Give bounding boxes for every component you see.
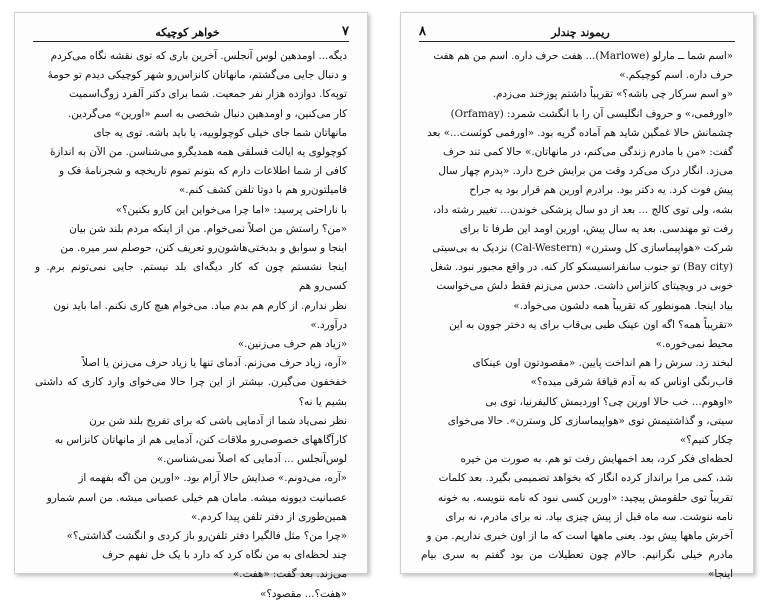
text-line: عصبانیت دیوونه میشه. مامان هم خیلی عصبانی میشه. من اسم شمارو <box>46 491 347 504</box>
text-line: نامه ننوشت. سه ماه قبل از پیش چیزی بیاد. نه برای مادرم، نه برای <box>445 510 733 523</box>
text-line: پیش فوت کرد. یه دکتر بود. برادرم اورین هم قرار بود یه جراح <box>469 184 733 197</box>
text-line: چشمانش حالا غمگین شاید هم آماده گریه بود. «اورفمی کوئست...» بعد <box>427 126 733 139</box>
text-line: «من؟ راستش من اصلاً نمی‌خوام. من از اینکه مردم بلند شن بیان <box>69 222 347 235</box>
text-line: حرف داره. اسم کوچیکم.» <box>619 69 733 82</box>
text-line: نظر نمی‌یاد شما از آدمایی باشی که برای تفریح بلند شن برن <box>89 414 347 427</box>
text-line: «و اسم سرکار چی باشه؟» تقریباً داشتم پوزخند می‌زدم. <box>492 88 733 101</box>
text-line: مادرم خیلی نگرانیم. حالام چون تعطیلات من بود گفتم به سری بیام اینجا» <box>421 549 733 581</box>
text-line: اینجا و سوابق و بدبختی‌هاشون‌رو تعریف کنن، حوصلم سر میره. من <box>60 242 347 255</box>
right-page-body <box>421 47 733 581</box>
right-book-page <box>400 12 754 581</box>
text-line: دیگه... اومدهین لوس آنجلس. آخرین باری که توی نقشه نگاه می‌کردم <box>50 50 347 62</box>
text-line: قاب‌رنگی اوناس که به آدم قیافهٔ شرقی میده؟» <box>530 376 733 389</box>
text-line: «اورفمی،» و حروف انگلیسی آن را با انگشت شمرد: (Orfamay) <box>450 107 733 120</box>
text-line: «چرا من؟ مثل فالگیرا دفتر تلفن‌رو باز کردی و انگشت گذاشتی؟» <box>66 530 347 543</box>
left-book-page <box>14 12 368 600</box>
text-line: و دنبال جایی می‌گشتم، مانهاتان کانزاس‌رو شهر کوچیکی دیدم تو حومهٔ <box>47 69 347 82</box>
text-line: با ناراحتی پرسید: «اما چرا می‌خواین این کارو بکنین؟» <box>115 203 347 216</box>
text-line: درآورد.» <box>310 318 347 331</box>
text-line: اینجا نشستم چون که کار دیگه‌ای بلد نیستم. جایی نمی‌تونم برم. و کسی‌رو هم <box>35 261 347 293</box>
text-line: لبخند زد. سرش را هم انداخت پایین. «مقصودتون اون عینکای <box>472 357 733 370</box>
text-line: «هفت؟... مقصود؟» <box>260 587 347 600</box>
text-line: بشه، ولی توی کالج ... بعد از دو سال پزشکی خوندن... تغییر رشته داد، <box>433 203 733 216</box>
text-line: «آره، زیاد حرف می‌زنم. آدمای تنها یا زیاد حرف می‌زنن یا اصلاً <box>81 357 347 370</box>
text-line: سیتی، و گذاشتیمش توی «هواپیماسازی کل وسترن». حالا می‌خوای <box>447 414 733 427</box>
text-line: همین‌طوری از دفتر تلفن پیدا کردم.» <box>190 510 347 523</box>
text-line: لحظه‌ای فکر کرد، بعد اخمهایش رفت تو هم. به صورت من خیره <box>460 453 733 466</box>
page-number: ۸ <box>419 24 426 39</box>
text-line: «تقریباً همه؟ اگه اون عینک طبی بی‌قاب برای یه دختر جوون به این <box>449 318 733 331</box>
text-line: خفخفون می‌گیرن. بیشتر از این چرا حالا می‌خوای وارد کاری که داشتی بشیم یا نه؟ <box>35 376 347 408</box>
text-line: کافی از شما اطلاعات دارم که بتونم تموم تاریخچه و شجرنامهٔ فک و <box>58 165 347 178</box>
page-number: ۷ <box>342 24 349 39</box>
text-line: فامیلتون‌رو هم با دوتا تلفن کشف کنم.» <box>178 184 347 197</box>
text-line: تقریباً توی حلقومش پیچید: «اورین کسی نبود که نامه ننویسه. به خونه <box>437 491 733 504</box>
left-running-head <box>33 21 349 42</box>
text-line: «اسم شما ــ مارلو (Marlowe)... هفت حرف داره. اسم من هم هفت <box>433 50 733 62</box>
text-line: (Bay city) تو جنوب سانفرانسیسکو کار کنه. در واقع مجبور نبود. شغل <box>430 261 733 274</box>
text-line: کوچولوی یه ایالت قسلقی همه همدیگرو می‌شناسن. من الآن به اندازهٔ <box>50 146 347 159</box>
text-line: «زیاد هم حرف می‌زنین.» <box>237 338 347 351</box>
text-line: مانهاتان شما جای خیلی کوچولوییه، یا باید باشه. توی یه جای <box>93 126 347 139</box>
text-line: خوبی در ویچیتای کانزاس داشت. حدس می‌زنم فقط دلش می‌خواست <box>436 280 733 293</box>
text-line: رفت تو مهندسی. بعد یه سال پیش، اورین اومد این طرفا تا برای <box>459 222 733 235</box>
right-running-head <box>419 21 735 42</box>
text-line: می‌زند. بعد گفت: «هفت.» <box>233 568 347 581</box>
text-line: لوس‌آنجلس ... آدمایی که اصلاً نمی‌شناسن.» <box>156 453 347 466</box>
left-page-body <box>35 47 347 600</box>
text-line: کار می‌کنین، و اومدهین دنبال شخصی به اسم «اورین» می‌گردین. <box>68 107 347 120</box>
text-line: محیط نمی‌خوره.» <box>655 338 733 351</box>
text-line: توپه‌کا. دوازده هزار نفر جمعیت. شما برای دکتر آلفرد زوگ‌اسمیت <box>69 88 347 101</box>
text-line: گفت: «من با مادرم زندگی می‌کنم، در مانهاتان.» حالا کمی تند حرف <box>443 146 733 159</box>
text-line: «اوهوم... خب حالا اورین چی؟ اوردیمش کالیفرنیا، توی بی <box>485 395 733 408</box>
text-line: می‌زد. انگار درک می‌کرد وقت من برایش خرج دارد. «پدرم چهار سال <box>438 165 733 178</box>
text-line: بیاد اینجا. همونطور که تقریباً همه دلشون می‌خواد.» <box>513 299 733 312</box>
text-line: شرکت «هواپیماسازی کل وسترن» (Cal-Western) نزدیک به بی‌سیتی <box>432 242 733 255</box>
text-line: شد، کمی مرا برانداز کرده انگار که بخواهد تصمیمی بگیرد. بعد کلمات <box>438 472 733 485</box>
text-line: آخرش ماهها پیش بود. یعنی ماهها است که ما از اون خبری نداریم. من و <box>426 530 733 543</box>
text-line: نظر ندارم. از کارم هم بدم میاد. می‌خوام هیچ کاری نکنم. اما باید نون <box>53 299 347 312</box>
text-line: چکار کنیم؟» <box>679 434 733 447</box>
text-line: کارآگاههای خصوصی‌رو ملاقات کنن، آدمایی هم از مانهاتان کانزاس به <box>54 434 347 447</box>
text-line: چند لحظه‌ای به من نگاه کرد که دارد با یک خل نفهم حرف <box>102 549 347 562</box>
text-line: «آره، می‌دونم.» صدایش حالا آرام بود. «اورین من اگه بفهمه از <box>78 472 347 485</box>
running-head-title: خواهر کوچیکه <box>155 26 220 39</box>
running-head-title: ریموند چندلر <box>551 26 610 39</box>
